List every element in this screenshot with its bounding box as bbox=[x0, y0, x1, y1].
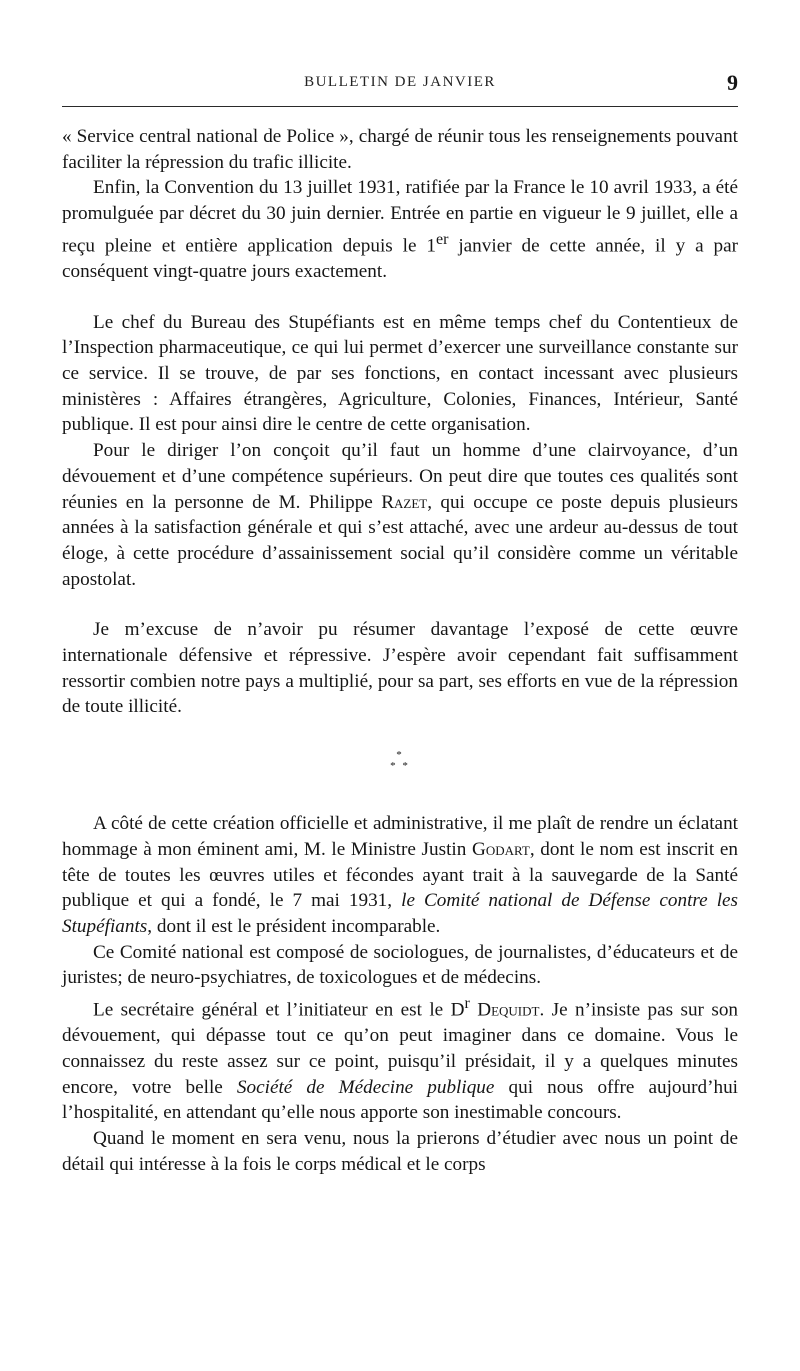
text-run: A côté de cette création officielle et administrative, il me plaît de rendre un éclatant hommage à mon éminent ami, M. le Ministre Justin bbox=[62, 813, 738, 860]
paragraph-8 bbox=[62, 991, 738, 1126]
asterism-top: * bbox=[396, 749, 404, 762]
paragraph-9 bbox=[62, 1126, 738, 1177]
committee-name: le Comité national de Défense contre les Stupéfiants bbox=[62, 890, 739, 937]
text-run: Enfin, la Convention du 13 juillet 1931, ratifiée par la France le 10 avril 1933, a été promulguée par décret du 30 juin dernier. Entrée en partie en vigueur le 9 juillet, elle a reçu pleine et entière application depuis le 1 bbox=[62, 177, 738, 257]
text-run: Le chef du Bureau des Stupéfiants est en même temps chef du Contentieux de l’Inspection pharmaceutique, ce qui lui permet d’exercer une surveillance constante sur ce service. Il se trouve, de par ses fonctions, en contact incessant avec plusieurs ministères : Affaires étrangères, Agriculture, Colonies, Finances, Intérieur, Santé publique. Il est pour ainsi dire le centre de cette organisation. bbox=[62, 311, 738, 436]
paragraph-1 bbox=[62, 124, 738, 175]
text-run: Le secrétaire général et l’initiateur en est le D bbox=[93, 999, 465, 1021]
text-run: « Service central national de Police », chargé de réunir tous les renseignements pouvant faciliter la répression du trafic illicite. bbox=[62, 126, 738, 173]
superscript: r bbox=[464, 995, 470, 1013]
paragraph-3 bbox=[62, 310, 738, 439]
paragraph-2 bbox=[62, 175, 738, 284]
text-run: Ce Comité national est composé de sociologues, de journalistes, d’éducateurs et de juristes; de neuro-psychiatres, de toxicologues et de médecins. bbox=[62, 941, 738, 989]
text-run: . Je n’insiste pas sur son dévouement, qui dépasse tout ce qu’on peut imaginer dans ce domaine. Vous le connaissez du reste assez sur ce point, puisqu’il présidait, il y a quelques minutes encore, votre belle bbox=[62, 999, 739, 1098]
paragraph-6 bbox=[62, 811, 738, 940]
surname-razet: Razet bbox=[381, 491, 428, 513]
running-title: BULLETIN DE JANVIER bbox=[304, 74, 496, 90]
text-run: , dont il est le président incomparable. bbox=[147, 915, 441, 937]
header-rule bbox=[62, 106, 738, 107]
text-run: Je m’excuse de n’avoir pu résumer davantage l’exposé de cette œuvre internationale défensive et répressive. J’espère avoir cependant fait suffisamment ressortir combien notre pays a multiplié, pour sa part, ses efforts en vue de la répression de toute illicité. bbox=[62, 619, 738, 718]
page-number: 9 bbox=[727, 70, 738, 95]
text-run: , qui occupe ce poste depuis plusieurs années à la satisfaction générale et qui s’est attaché, avec une ardeur au-dessus de tout éloge, à cette procédure d’assainissement social qu’il considère comme un véritable apostolat. bbox=[62, 491, 739, 590]
page-header bbox=[62, 70, 738, 100]
paragraph-5 bbox=[62, 617, 738, 720]
asterism-bottom: * * bbox=[390, 760, 410, 773]
superscript: er bbox=[436, 230, 449, 248]
asterism-separator bbox=[62, 750, 738, 772]
text-run: qui nous offre aujourd’hui l’hospitalité, en attendant qu’elle nous apporte son inestimable concours. bbox=[62, 1076, 739, 1124]
text-run: , dont le nom est inscrit en tête de toutes les œuvres utiles et fécondes ayant trait à la sauvegarde de la Santé publique et qui a fondé, le 7 mai 1931, bbox=[62, 838, 738, 912]
society-name: Société de Médecine publique bbox=[236, 1076, 495, 1098]
text-run: Pour le diriger l’on conçoit qu’il faut un homme d’une clairvoyance, d’un dévouement et d’une compétence supérieurs. On peut dire que toutes ces qualités sont réunies en la personne de M. Philippe bbox=[62, 440, 738, 513]
body-text bbox=[62, 124, 738, 1177]
paragraph-7 bbox=[62, 940, 738, 991]
paragraph-4 bbox=[62, 438, 738, 592]
surname-dequidt: Dequidt bbox=[477, 999, 540, 1021]
text-run: Quand le moment en sera venu, nous la prierons d’étudier avec nous un point de détail qui intéresse à la fois le corps médical et le corps bbox=[62, 1127, 738, 1175]
surname-godart: Godart bbox=[472, 838, 530, 860]
text-run: janvier de cette année, il y a par conséquent vingt-quatre jours exactement. bbox=[62, 235, 738, 282]
